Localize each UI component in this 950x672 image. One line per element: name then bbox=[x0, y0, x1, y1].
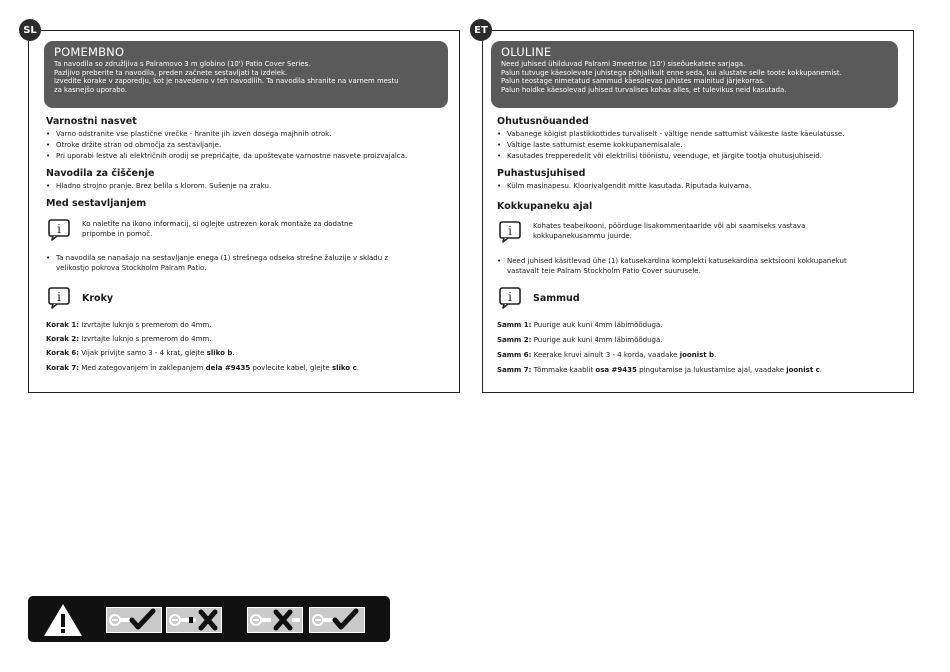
et-step-line: Samm 6: Keerake kruvi ainult 3 - 4 korda, vaadake joonist b. bbox=[497, 351, 717, 359]
et-info-note: Kohates teabeikooni, pöörduge lisakommentaaride või abi saamiseks vastava kokkupanekusammu juurde. bbox=[533, 222, 806, 240]
info-icon bbox=[499, 287, 521, 309]
screw-cross-icon bbox=[166, 607, 222, 633]
sl-assembly-heading: Med sestavljanjem bbox=[46, 198, 147, 209]
sl-important-line: Pazljivo preberite ta navodila, preden začnete sestavljati ta izdelek. bbox=[54, 68, 288, 77]
et-important-box bbox=[491, 41, 898, 108]
et-important-title: OLULINE bbox=[501, 45, 552, 59]
et-assembly-item: • Need juhised käsitlevad ühe (1) katusekardina komplekti katusekardina sektsiooni kokkupanekut vastavalt teie Palram Stockholm Patio Cover suurusele. bbox=[497, 257, 847, 275]
et-safety-item: • Kasutades trepperedelit või elektrilisi tööriistu, veenduge, et järgite tootja ohutusjuhiseid. bbox=[497, 152, 822, 160]
et-safety-item: • Vältige laste sattumist eseme kokkupanemisalale. bbox=[497, 141, 683, 149]
info-icon bbox=[48, 219, 70, 241]
info-icon bbox=[499, 221, 521, 243]
info-icon bbox=[48, 287, 70, 309]
svg-text:i: i bbox=[508, 224, 512, 238]
screw-check-icon bbox=[309, 607, 365, 633]
et-language-badge: ET bbox=[470, 19, 492, 41]
warning-triangle-icon bbox=[42, 602, 84, 638]
sl-important-box bbox=[44, 41, 448, 108]
sl-important-line: za kasnejšo uporabo. bbox=[54, 85, 127, 94]
sl-language-badge: SL bbox=[19, 19, 41, 41]
sl-step-line: Korak 7: Med zategovanjem in zaklepanjem dela #9435 povlecite kabel, glejte sliko c. bbox=[46, 364, 359, 372]
et-care-heading: Puhastusjuhised bbox=[497, 168, 586, 179]
sl-step-line: Korak 1: Izvrtajte luknjo s premerom do 4mm. bbox=[46, 321, 212, 329]
et-care-item: • Külm masinapesu. Kloorivalgendit mitte kasutada. Riputada kuivama. bbox=[497, 182, 752, 190]
et-important-line: Palun tutvuge käesolevate juhistega põhjalikult enne seda, kui alustate selle toote kokkupanemist. bbox=[501, 68, 842, 77]
et-safety-heading: Ohutusnõuanded bbox=[497, 116, 589, 127]
svg-text:i: i bbox=[57, 222, 61, 236]
sl-important-title: POMEMBNO bbox=[54, 45, 125, 59]
et-step-line: Samm 7: Tõmmake kaablit osa #9435 pingutamise ja lukustamise ajal, vaadake joonist c. bbox=[497, 366, 822, 374]
sl-step-line: Korak 2: Izvrtajte luknjo s premerom do 4mm. bbox=[46, 335, 212, 343]
et-assembly-heading: Kokkupaneku ajal bbox=[497, 201, 593, 212]
sl-safety-heading: Varnostni nasvet bbox=[46, 116, 137, 127]
et-steps-heading: Sammud bbox=[533, 293, 580, 304]
sl-step-line: Korak 6: Vijak privijte samo 3 - 4 krat, glejte sliko b. bbox=[46, 349, 235, 357]
sl-care-heading: Navodila za čiščenje bbox=[46, 168, 155, 179]
sl-care-item: • Hladno strojno pranje. Brez belila s klorom. Sušenje na zraku. bbox=[46, 182, 272, 190]
screw-check-icon bbox=[106, 607, 162, 633]
et-important-line: Palun teostage nimetatud sammud käesolevas juhistes mainitud järjekorras. bbox=[501, 77, 765, 86]
svg-text:i: i bbox=[57, 290, 61, 304]
sl-info-note: Ko naletite na ikono informacij, si oglejte ustrezen korak montaže za dodatne pripombe in pomoč. bbox=[82, 220, 353, 238]
sl-safety-item: • Otroke držite stran od območja za sestavljanje. bbox=[46, 141, 222, 149]
sl-safety-item: • Varno odstranite vse plastične vrečke - hranite jih izven dosega majhnih otrok. bbox=[46, 130, 332, 138]
et-step-line: Samm 1: Puurige auk kuni 4mm läbimõõduga. bbox=[497, 321, 663, 329]
et-step-line: Samm 2: Puurige auk kuni 4mm läbimõõduga. bbox=[497, 336, 663, 344]
sl-important-line: Ta navodila so združljiva s Palramovo 3 m globino (10') Patio Cover Series. bbox=[54, 60, 311, 68]
screw-cross-icon bbox=[247, 607, 303, 633]
et-important-line: Palun hoidke käesolevad juhised turvalises kohas alles, et tulevikus neid kasutada. bbox=[501, 85, 787, 94]
sl-assembly-item: • Ta navodila se nanašajo na sestavljanje enega (1) strešnega odseka strešne žaluzije v skladu z velikostjo pokrova Stockholm Palram Patio. bbox=[46, 254, 389, 272]
et-safety-item: • Vabanege kõigist plastikkottides turvaliselt - vältige nende sattumist väikeste laste käeulatusse. bbox=[497, 130, 845, 138]
sl-steps-heading: Kroky bbox=[82, 293, 114, 304]
sl-important-line: Izvedite korake v zaporedju, kot je navedeno v teh navodilih. Ta navodila shranite na varnem mestu bbox=[54, 77, 399, 86]
et-important-line: Need juhised ühilduvad Palrami 3meetrise (10') siseõuekatete sarjaga. bbox=[501, 60, 746, 68]
sl-safety-item: • Pri uporabi lestve ali električnih orodij se prepričajte, da upoštevate varnostne nasvete proizvajalca. bbox=[46, 152, 408, 160]
svg-text:i: i bbox=[508, 290, 512, 304]
